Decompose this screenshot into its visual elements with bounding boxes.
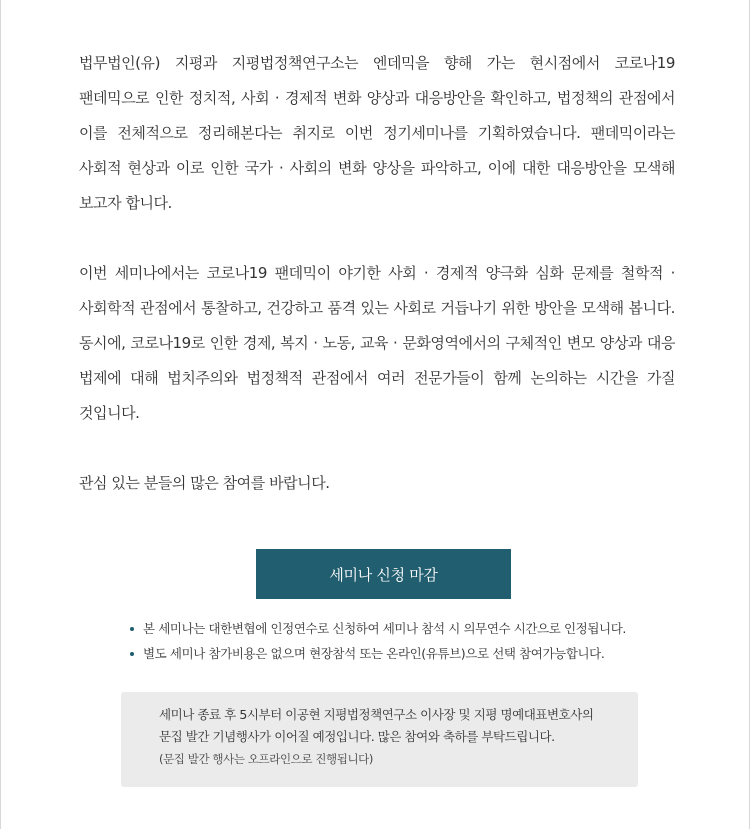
intro-paragraph-3 xyxy=(79,466,675,501)
intro-paragraph-2 xyxy=(79,256,675,431)
paragraph-line: 사회적 현상과 이로 인한 국가 · 사회의 변화 양상을 파악하고, 이에 대한 대응방안을 모색해 xyxy=(79,159,675,177)
intro-paragraph-1 xyxy=(79,46,675,221)
bullet-icon xyxy=(130,652,134,656)
note-text: 별도 세미나 참가비용은 없으며 현장참석 또는 온라인(유튜브)으로 선택 참여가능합니다. xyxy=(143,646,605,661)
paragraph-line: 보고자 합니다. xyxy=(79,194,172,212)
list-item xyxy=(130,616,670,641)
paragraph-line: 이번 세미나에서는 코로나19 팬데믹이 야기한 사회 · 경제적 양극화 심화 문제를 철학적 · xyxy=(79,264,675,282)
paragraph-line: 법제에 대해 법치주의와 법정책적 관점에서 여러 전문가들이 함께 논의하는 시간을 가질 xyxy=(79,369,675,387)
apply-button-wrap xyxy=(256,549,511,599)
paragraph-line: 관심 있는 분들의 많은 참여를 바랍니다. xyxy=(79,474,330,492)
bullet-icon xyxy=(130,627,134,631)
notes-list xyxy=(130,616,670,666)
paragraph-line: 사회학적 관점에서 통찰하고, 건강하고 품격 있는 사회로 거듭나기 위한 방안을 모색해 봅니다. xyxy=(79,299,675,317)
apply-button-label: 세미나 신청 마감 xyxy=(329,565,438,584)
info-note: (문집 발간 행사는 오프라인으로 진행됩니다) xyxy=(159,752,373,766)
seminar-apply-closed-button[interactable] xyxy=(256,549,511,599)
event-info-box xyxy=(121,692,638,787)
paragraph-line: 동시에, 코로나19로 인한 경제, 복지 · 노동, 교육 · 문화영역에서의 구체적인 변모 양상과 대응 xyxy=(79,334,675,352)
paragraph-line: 법무법인(유) 지평과 지평법정책연구소는 엔데믹을 향해 가는 현시점에서 코로나19 xyxy=(79,54,675,72)
paragraph-line: 이를 전체적으로 정리해본다는 취지로 이번 정기세미나를 기획하였습니다. 팬데믹이라는 xyxy=(79,124,675,142)
list-item xyxy=(130,641,670,666)
intro-text xyxy=(79,46,675,536)
paragraph-line: 것입니다. xyxy=(79,404,140,422)
info-line-2: 문집 발간 기념행사가 이어질 예정입니다. 많은 참여와 축하를 부탁드립니다. xyxy=(159,729,555,744)
note-text: 본 세미나는 대한변협에 인정연수로 신청하여 세미나 참석 시 의무연수 시간으로 인정됩니다. xyxy=(143,621,626,636)
info-line-1: 세미나 종료 후 5시부터 이공현 지평법정책연구소 이사장 및 지평 명예대표변호사의 xyxy=(159,707,594,722)
paragraph-line: 팬데믹으로 인한 정치적, 사회 · 경제적 변화 양상과 대응방안을 확인하고, 법정책의 관점에서 xyxy=(79,89,675,107)
